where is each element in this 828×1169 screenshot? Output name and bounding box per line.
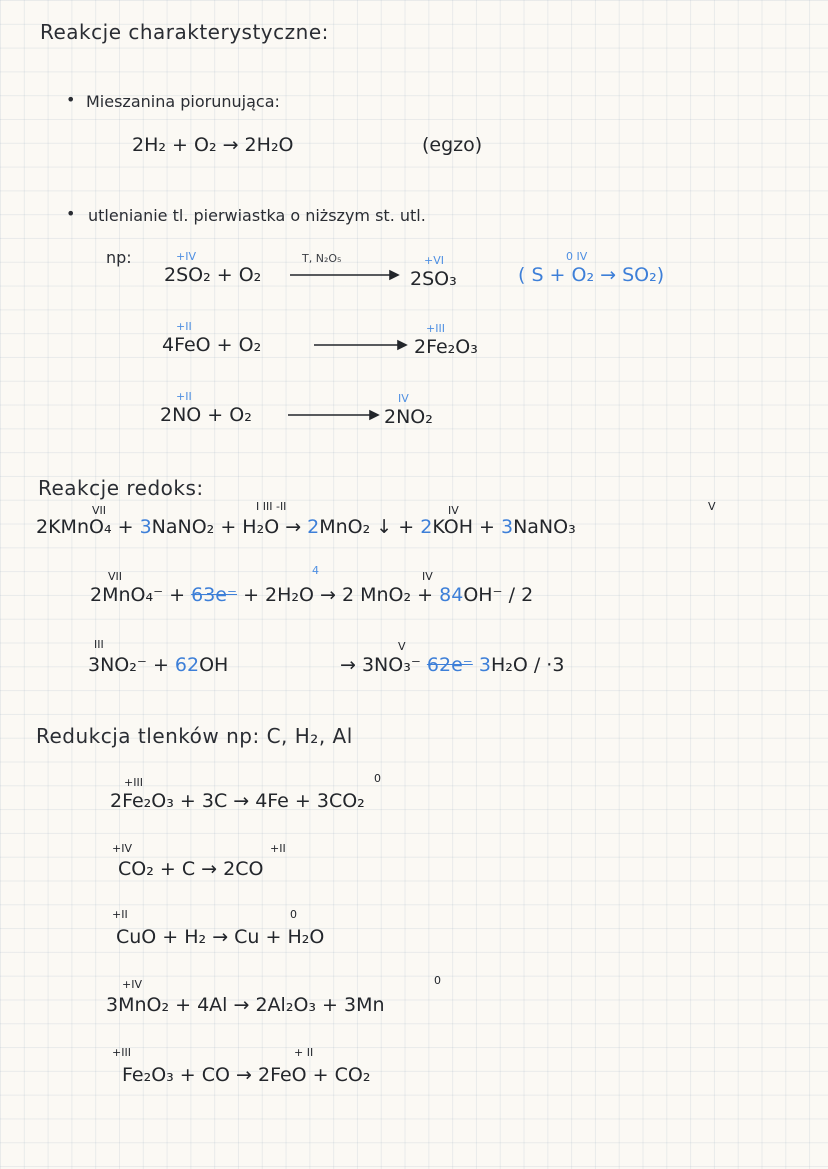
half2-crossed: 62e⁻ (426, 654, 473, 676)
reduction-eq5: Fe₂O₃ + CO → 2FeO + CO₂ (122, 1064, 371, 1086)
half2-part: → 3NO₃⁻ (340, 654, 427, 676)
ox-state-e4-left: +IV (122, 978, 142, 991)
ox-state-half1-vii: VII (108, 570, 123, 583)
reduction-eq3: CuO + H₂ → Cu + H₂O (116, 926, 325, 948)
ox-state-r3-right: IV (398, 392, 409, 405)
ox-state-main-vii: VII (92, 504, 107, 517)
ox-state-half2-iii: III (94, 638, 104, 651)
half1-part: OH⁻ / 2 (463, 584, 534, 606)
reaction3-right: 2NO₂ (384, 406, 433, 428)
arrow-head-r3 (370, 411, 378, 419)
bullet-mixture: Mieszanina piorunująca: (86, 92, 280, 111)
ox-state-e3-left: +II (112, 908, 128, 921)
redox-main-part: KOH + (432, 516, 501, 538)
ox-state-main-v: V (708, 500, 716, 513)
reaction3-left: 2NO + O₂ (160, 404, 252, 426)
ox-state-main-mid: I III -II (256, 500, 287, 513)
reduction-eq1: 2Fe₂O₃ + 3C → 4Fe + 3CO₂ (110, 790, 365, 812)
half1-crossed: 63e⁻ (191, 584, 238, 606)
arrow-head-r2 (398, 341, 406, 349)
reaction2-left: 4FeO + O₂ (162, 334, 262, 356)
ox-state-half2-v: V (398, 640, 406, 653)
half2-part: H₂O / ·3 (490, 654, 565, 676)
coef-blue: 3 (139, 516, 152, 538)
half2-part: OH (199, 654, 229, 676)
ox-state-e4-right: 0 (434, 974, 441, 987)
heading-redox: Reakcje redoks: (38, 476, 204, 500)
ox-state-e5-right: + II (294, 1046, 314, 1059)
half2-part: 3NO₂⁻ + (88, 654, 175, 676)
redox-main-part: NaNO₃ (513, 516, 576, 538)
heading-reduction: Redukcja tlenków np: C, H₂, Al (36, 724, 353, 748)
bullet-dot: • (66, 90, 76, 109)
half1-part: + 2H₂O → 2 MnO₂ + (237, 584, 440, 606)
ox-state-r2-left: +II (176, 320, 192, 333)
reaction1-left: 2SO₂ + O₂ (164, 264, 262, 286)
reduction-eq2: CO₂ + C → 2CO (118, 858, 264, 880)
coef-blue: 2 (420, 516, 433, 538)
reaction1-right: 2SO₃ (410, 268, 457, 290)
reaction1-side-note: ( S + O₂ → SO₂) (518, 264, 665, 286)
redox-main-part: 2KMnO₄ + (36, 516, 140, 538)
coef-blue: 84 (439, 584, 464, 606)
coef-blue: 3 (472, 654, 491, 676)
ox-state-e5-left: +III (112, 1046, 131, 1059)
bullet-dot-2: • (66, 204, 76, 223)
redox-main-part: MnO₂ ↓ + (319, 516, 421, 538)
redox-main-part: NaNO₂ + H₂O → (151, 516, 308, 538)
ox-state-e1-right: 0 (374, 772, 381, 785)
note-exo: (egzo) (422, 134, 483, 156)
ox-state-e2-right: +II (270, 842, 286, 855)
ox-state-r1-side: 0 IV (566, 250, 588, 263)
reduction-eq4: 3MnO₂ + 4Al → 2Al₂O₃ + 3Mn (106, 994, 385, 1016)
coef-blue: 2 (307, 516, 320, 538)
ox-state-e3-right: 0 (290, 908, 297, 921)
half1-small-coef: 4 (312, 564, 319, 577)
ox-state-main-iv: IV (448, 504, 459, 517)
arrow-head-r1 (390, 271, 398, 279)
equation-water: 2H₂ + O₂ → 2H₂O (132, 134, 294, 156)
ox-state-half1-iv: IV (422, 570, 433, 583)
coef-blue: 62 (174, 654, 200, 676)
ox-state-e1-left: +III (124, 776, 143, 789)
half1-part: 2MnO₄⁻ + (90, 584, 192, 606)
example-label: np: (106, 248, 132, 267)
ox-state-r3-left: +II (176, 390, 192, 403)
ox-state-r2-right: +III (426, 322, 445, 335)
reaction1-condition: T, N₂O₅ (302, 252, 342, 265)
coef-blue: 3 (500, 516, 514, 538)
ox-state-e2-left: +IV (112, 842, 132, 855)
ox-state-r1-right: +VI (424, 254, 444, 267)
reaction2-right: 2Fe₂O₃ (414, 336, 478, 358)
ox-state-r1-left: +IV (176, 250, 196, 263)
heading-characteristic: Reakcje charakterystyczne: (40, 20, 329, 44)
bullet-oxidation: utlenianie tl. pierwiastka o niższym st. utl. (88, 206, 426, 225)
